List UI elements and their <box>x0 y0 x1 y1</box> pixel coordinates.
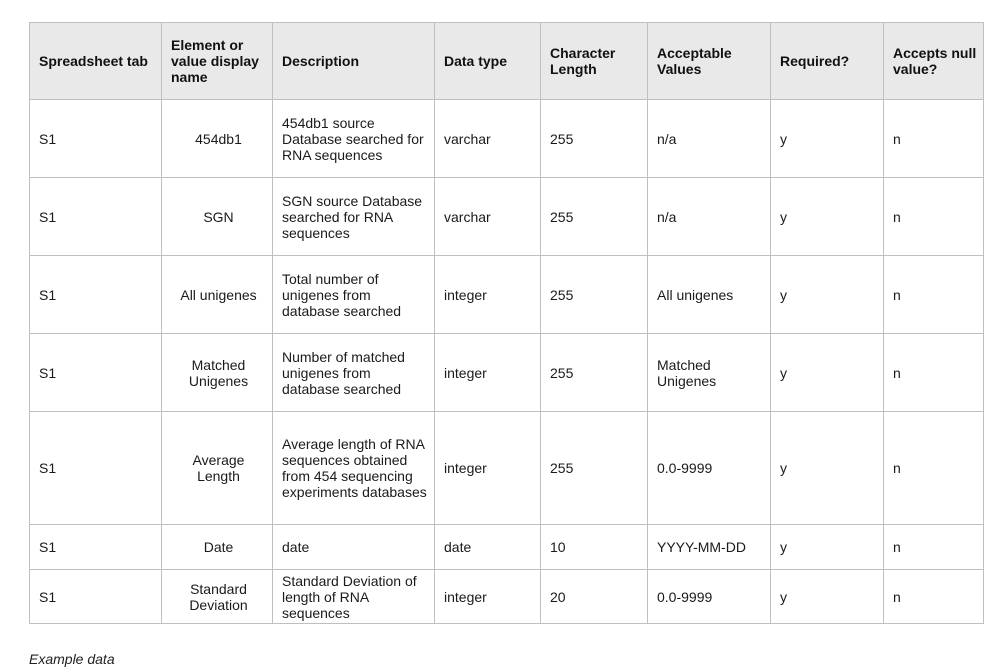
cell-description: date <box>273 525 435 570</box>
cell-element-name: Date <box>162 525 273 570</box>
cell-character-length: 255 <box>541 412 648 525</box>
cell-accepts-null: n <box>884 178 984 256</box>
cell-acceptable-values: n/a <box>648 178 771 256</box>
cell-description: 454db1 source Database searched for RNA sequences <box>273 100 435 178</box>
cell-element-name: 454db1 <box>162 100 273 178</box>
cell-character-length: 10 <box>541 525 648 570</box>
cell-spreadsheet-tab: S1 <box>30 570 162 624</box>
cell-element-name: Standard Deviation <box>162 570 273 624</box>
cell-acceptable-values: 0.0-9999 <box>648 570 771 624</box>
cell-data-type: varchar <box>435 178 541 256</box>
header-required: Required? <box>771 23 884 100</box>
cell-spreadsheet-tab: S1 <box>30 334 162 412</box>
header-data-type: Data type <box>435 23 541 100</box>
cell-spreadsheet-tab: S1 <box>30 178 162 256</box>
cell-data-type: integer <box>435 256 541 334</box>
cell-element-name: SGN <box>162 178 273 256</box>
data-dictionary-table <box>29 22 984 624</box>
cell-required: y <box>771 412 884 525</box>
cell-accepts-null: n <box>884 334 984 412</box>
cell-description: Number of matched unigenes from database searched <box>273 334 435 412</box>
cell-character-length: 255 <box>541 100 648 178</box>
cell-required: y <box>771 178 884 256</box>
cell-description: Total number of unigenes from database searched <box>273 256 435 334</box>
cell-acceptable-values: Matched Unigenes <box>648 334 771 412</box>
cell-spreadsheet-tab: S1 <box>30 412 162 525</box>
cell-element-name: All unigenes <box>162 256 273 334</box>
cell-element-name: Matched Unigenes <box>162 334 273 412</box>
header-accepts-null: Accepts null value? <box>884 23 984 100</box>
data-dictionary-table-container <box>29 22 984 624</box>
header-spreadsheet-tab: Spreadsheet tab <box>30 23 162 100</box>
cell-character-length: 255 <box>541 334 648 412</box>
cell-data-type: integer <box>435 412 541 525</box>
cell-data-type: date <box>435 525 541 570</box>
header-element-name: Element or value display name <box>162 23 273 100</box>
cell-character-length: 20 <box>541 570 648 624</box>
table-row <box>30 570 984 624</box>
cell-spreadsheet-tab: S1 <box>30 100 162 178</box>
cell-spreadsheet-tab: S1 <box>30 256 162 334</box>
cell-accepts-null: n <box>884 256 984 334</box>
cell-accepts-null: n <box>884 525 984 570</box>
header-description: Description <box>273 23 435 100</box>
table-header-row <box>30 23 984 100</box>
table-row <box>30 178 984 256</box>
cell-accepts-null: n <box>884 412 984 525</box>
cell-accepts-null: n <box>884 100 984 178</box>
cell-acceptable-values: n/a <box>648 100 771 178</box>
header-acceptable-values: Acceptable Values <box>648 23 771 100</box>
cell-required: y <box>771 525 884 570</box>
cell-data-type: varchar <box>435 100 541 178</box>
cell-description: Standard Deviation of length of RNA sequences <box>273 570 435 624</box>
table-row <box>30 100 984 178</box>
cell-description: SGN source Database searched for RNA sequences <box>273 178 435 256</box>
cell-accepts-null: n <box>884 570 984 624</box>
cell-element-name: Average Length <box>162 412 273 525</box>
header-character-length: Character Length <box>541 23 648 100</box>
cut-off-caption: Example data <box>29 651 115 667</box>
cell-character-length: 255 <box>541 256 648 334</box>
cell-data-type: integer <box>435 334 541 412</box>
cell-required: y <box>771 256 884 334</box>
cell-acceptable-values: YYYY-MM-DD <box>648 525 771 570</box>
cell-required: y <box>771 570 884 624</box>
cell-character-length: 255 <box>541 178 648 256</box>
cell-required: y <box>771 100 884 178</box>
cell-description: Average length of RNA sequences obtained from 454 sequencing experiments databases <box>273 412 435 525</box>
table-row <box>30 256 984 334</box>
cell-acceptable-values: 0.0-9999 <box>648 412 771 525</box>
table-row <box>30 525 984 570</box>
cell-acceptable-values: All unigenes <box>648 256 771 334</box>
table-row <box>30 334 984 412</box>
cell-spreadsheet-tab: S1 <box>30 525 162 570</box>
table-row <box>30 412 984 525</box>
cell-required: y <box>771 334 884 412</box>
cell-data-type: integer <box>435 570 541 624</box>
